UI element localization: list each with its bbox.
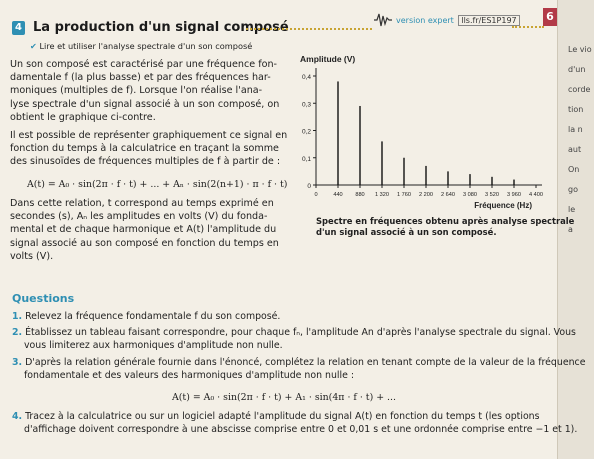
x-tick-label: 880 [355, 192, 365, 198]
main-formula: A(t) = A₀ · sin(2π · f · t) + ... + Aₙ · sin(2(n+1) · π · f · t) [27, 179, 288, 190]
objective [30, 41, 252, 51]
y-tick-label: 0,2 [301, 128, 311, 136]
y-tick-label: 0,1 [301, 155, 311, 163]
question-1 [12, 310, 280, 323]
question-2 [12, 326, 576, 352]
spectrum-chart [290, 52, 552, 210]
x-tick-label: 2 200 [419, 192, 433, 198]
x-tick-label: 440 [333, 192, 343, 198]
fragment: aut [568, 145, 582, 154]
question-number: 4. [12, 411, 23, 422]
link-box[interactable]: lls.fr/ES1P197 [458, 15, 519, 26]
fragment: la n [568, 125, 583, 134]
text-line: lyse spectrale d'un signal associé à un son composé, on [10, 98, 280, 110]
method-paragraph [10, 129, 288, 169]
caption-line: Spectre en fréquences obtenu après analyse spectrale [316, 216, 575, 226]
fragment: d'un [568, 65, 586, 74]
text-line: moniques (multiples de f). Lorsque l'on réalise l'ana- [10, 85, 263, 97]
text-line: secondes (s), Aₙ les amplitudes en volts (V) du fonda- [10, 211, 268, 223]
version-label: version expert [396, 16, 454, 25]
caption-line: d'un signal associé à un son composé. [316, 227, 497, 237]
signal-icon [373, 12, 393, 28]
question-3-formula: A(t) = A₀ · sin(2π · f · t) + A₁ · sin(4π · f · t) + ... [172, 392, 396, 403]
question-number: 3. [12, 357, 23, 368]
x-axis-label: Fréquence (Hz) [474, 201, 532, 210]
y-axis-label: Amplitude (V) [300, 54, 356, 64]
x-tick-label: 3 960 [507, 192, 521, 198]
question-number: 2. [12, 327, 23, 338]
question-4 [12, 410, 577, 436]
objective-text: Lire et utiliser l'analyse spectrale d'un son composé [39, 41, 253, 51]
question-text: fondamentale et des valeurs des harmoniques d'amplitude non nulle : [24, 370, 355, 381]
x-tick-label: 4 400 [529, 192, 543, 198]
text-line: damentale f (la plus basse) et par des fréquences har- [10, 72, 271, 84]
fragment: On [568, 165, 580, 174]
text-line: des sinusoïdes de fréquences multiples de f à partir de : [10, 156, 281, 168]
section-number-badge: 4 [12, 21, 25, 35]
check-icon: ✔ [30, 41, 37, 51]
fragment: Le vio [568, 45, 592, 54]
intro-paragraph [10, 58, 285, 124]
question-text: d'affichage doivent correspondre à une abscisse comprise entre 0 et 0,01 s et une ordonnée comprise entre −1 et 1). [24, 424, 578, 435]
y-tick-label: 0,3 [301, 101, 311, 109]
link-dotted-rule [512, 26, 544, 28]
text-line: signal associé au son composé en fonction du temps en [10, 237, 279, 249]
fragment: a [568, 225, 573, 234]
section-title: La production d'un signal composé [33, 20, 289, 35]
title-dotted-rule [246, 28, 372, 30]
version-link[interactable] [396, 16, 520, 25]
text-line: Un son composé est caractérisé par une fréquence fon- [10, 59, 277, 70]
fragment: corde [568, 85, 591, 94]
chart-caption [316, 216, 574, 238]
x-tick-label: 0 [314, 192, 318, 198]
question-text: Tracez à la calculatrice ou sur un logiciel adapté l'amplitude du signal A(t) en fonction du temps t (les options [25, 411, 540, 422]
text-line: mental et de chaque harmonique et A(t) l'amplitude du [10, 224, 277, 236]
question-text: D'après la relation générale fournie dans l'énoncé, complétez la relation en tenant compte de la valeur de la fréquence [25, 357, 586, 368]
question-number: 1. [12, 311, 23, 322]
page-number-badge: 6 [543, 8, 557, 26]
text-line: Dans cette relation, t correspond au temps exprimé en [10, 198, 274, 209]
definitions-paragraph [10, 197, 285, 263]
question-text: Relevez la fréquence fondamentale f du son composé. [25, 311, 281, 322]
text-line: fonction du temps à la calculatrice en traçant la somme [10, 143, 279, 155]
questions-heading: Questions [12, 292, 75, 305]
y-tick-label: 0,4 [301, 74, 311, 81]
x-tick-label: 1 760 [397, 192, 411, 198]
text-line: volts (V). [10, 250, 54, 262]
x-tick-label: 3 080 [463, 192, 477, 198]
x-tick-label: 2 640 [441, 192, 455, 198]
text-line: obtient le graphique ci-contre. [10, 111, 156, 123]
text-line: Il est possible de représenter graphiquement ce signal en [10, 130, 288, 141]
fragment: tion [568, 105, 584, 114]
question-text: Établissez un tableau faisant correspondre, pour chaque fₙ, l'amplitude An d'après l'analyse spectrale du signal. Vous [25, 327, 576, 338]
x-tick-label: 3 520 [485, 192, 499, 198]
fragment: go [568, 185, 578, 194]
fragment: le [568, 205, 576, 214]
x-tick-label: 1 320 [375, 192, 389, 198]
next-page-fragments [568, 40, 594, 240]
question-text: vous limiterez aux harmoniques d'amplitude non nulle. [24, 340, 283, 351]
question-3 [12, 356, 585, 382]
y-tick-label: 0 [307, 183, 311, 190]
